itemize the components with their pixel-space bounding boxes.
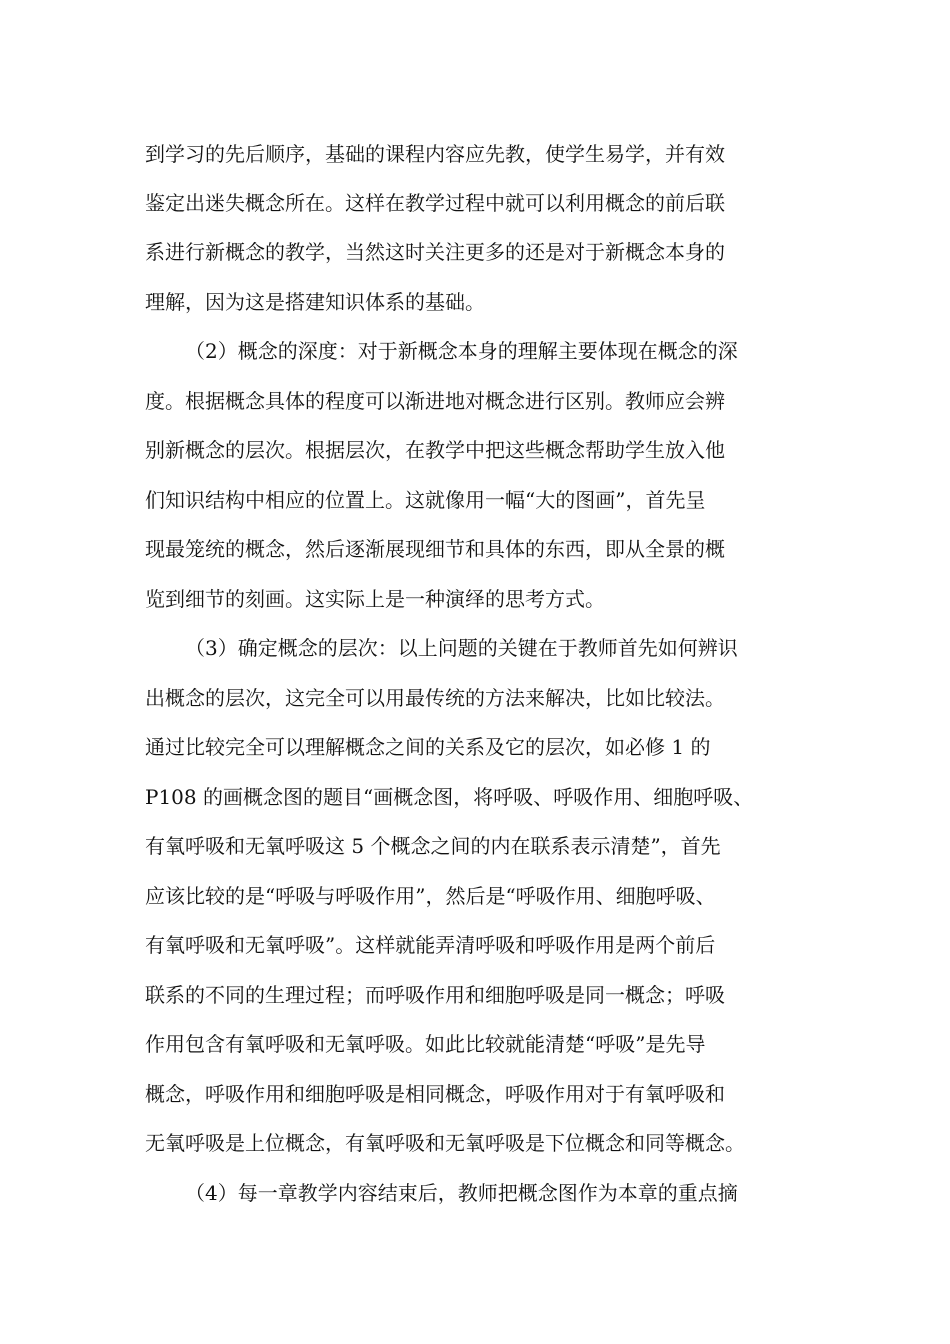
- text-line: 系进行新概念的教学，当然这时关注更多的还是对于新概念本身的: [145, 240, 725, 264]
- text-line: （2）概念的深度：对于新概念本身的理解主要体现在概念的深: [185, 339, 738, 363]
- text-line: 出概念的层次，这完全可以用最传统的方法来解决，比如比较法。: [145, 686, 725, 710]
- text-line: 别新概念的层次。根据层次，在教学中把这些概念帮助学生放入他: [145, 438, 725, 462]
- text-line: 们知识结构中相应的位置上。这就像用一幅“大的图画”，首先呈: [145, 488, 706, 512]
- text-line: （3）确定概念的层次：以上问题的关键在于教师首先如何辨识: [185, 636, 738, 660]
- text-line: （4）每一章教学内容结束后，教师把概念图作为本章的重点摘: [185, 1181, 738, 1205]
- text-line: 到学习的先后顺序，基础的课程内容应先教，使学生易学，并有效: [145, 142, 725, 166]
- text-line: 联系的不同的生理过程；而呼吸作用和细胞呼吸是同一概念；呼吸: [145, 983, 725, 1007]
- text-line: 通过比较完全可以理解概念之间的关系及它的层次，如必修 1 的: [145, 735, 711, 759]
- text-line: 应该比较的是“呼吸与呼吸作用”，然后是“呼吸作用、细胞呼吸、: [145, 884, 716, 908]
- text-line: 无氧呼吸是上位概念，有氧呼吸和无氧呼吸是下位概念和同等概念。: [145, 1131, 745, 1155]
- text-line: 度。根据概念具体的程度可以渐进地对概念进行区别。教师应会辨: [145, 389, 725, 413]
- text-line: P108 的画概念图的题目“画概念图，将呼吸、呼吸作用、细胞呼吸、: [145, 785, 754, 809]
- text-line: 览到细节的刻画。这实际上是一种演绎的思考方式。: [145, 587, 605, 611]
- text-line: 有氧呼吸和无氧呼吸这 5 个概念之间的内在联系表示清楚”，首先: [145, 834, 721, 858]
- text-line: 有氧呼吸和无氧呼吸”。这样就能弄清呼吸和呼吸作用是两个前后: [145, 933, 716, 957]
- text-line: 概念，呼吸作用和细胞呼吸是相同概念，呼吸作用对于有氧呼吸和: [145, 1082, 725, 1106]
- text-line: 作用包含有氧呼吸和无氧呼吸。如此比较就能清楚“呼吸”是先导: [145, 1032, 706, 1056]
- text-line: 理解，因为这是搭建知识体系的基础。: [145, 290, 485, 314]
- text-line: 现最笼统的概念，然后逐渐展现细节和具体的东西，即从全景的概: [145, 537, 725, 561]
- text-line: 鉴定出迷失概念所在。这样在教学过程中就可以利用概念的前后联: [145, 191, 725, 215]
